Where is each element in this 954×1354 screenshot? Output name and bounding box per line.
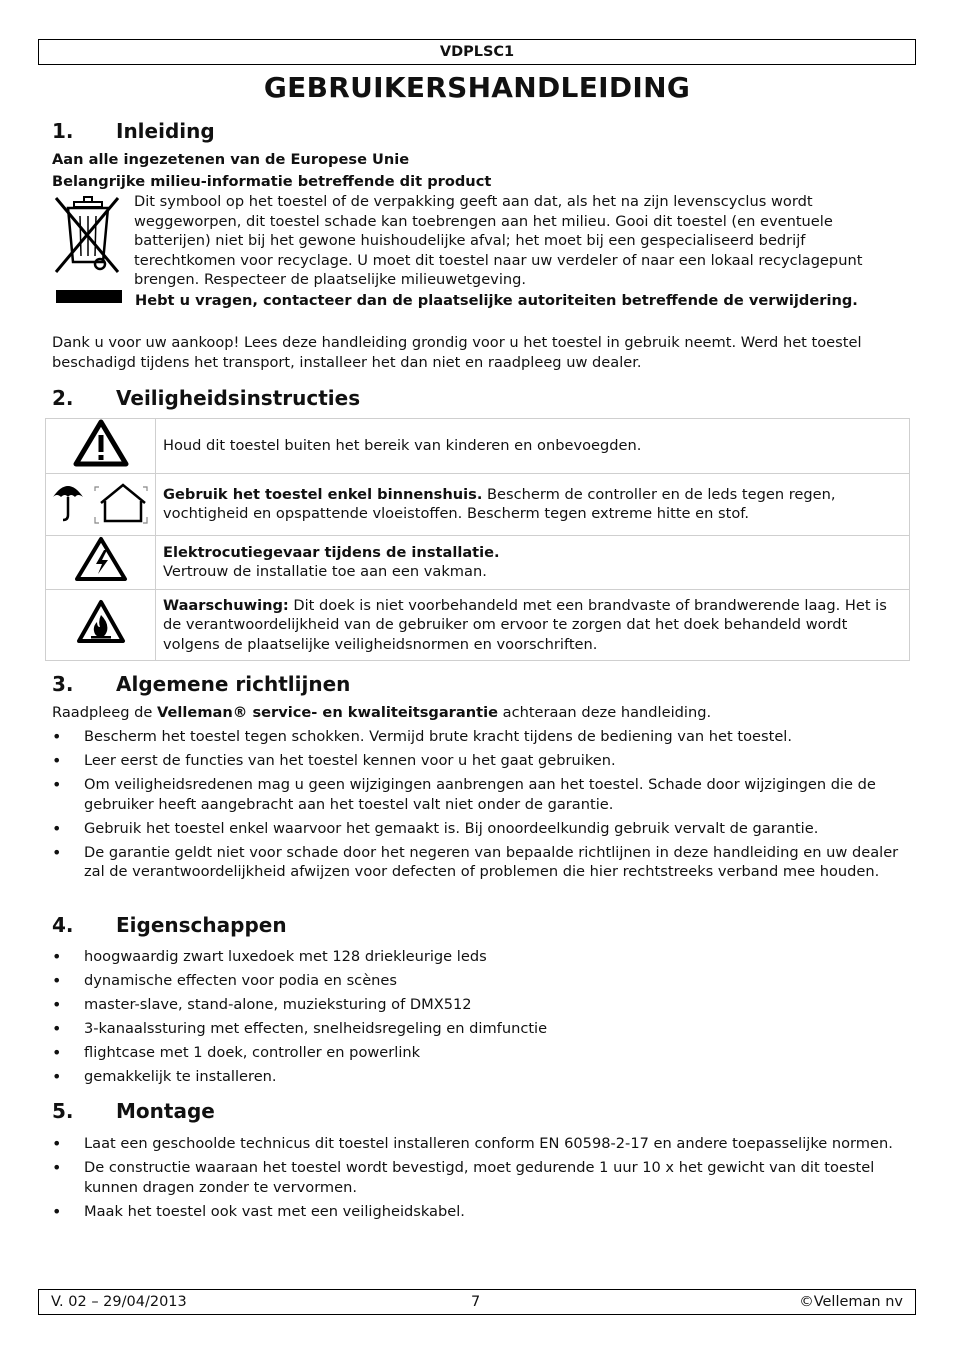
weee-bin-icon [52, 194, 124, 306]
list-item: • hoogwaardig zwart luxedoek met 128 driekleurige leds [52, 947, 902, 967]
version-date: V. 02 – 29/04/2013 [51, 1294, 187, 1310]
safety-icon-cell [46, 419, 156, 474]
eu-heading: Aan alle ingezetenen van de Europese Unie [52, 151, 410, 168]
safety-text-cell: Waarschuwing: Dit doek is niet voorbehandeld met een brandvaste of brandwerende laag. Het is de verantwoordelijkheid van de gebruiker om ervoor te zorgen dat het doek behandeld wordt volgens de plaatselijke veiligheidsnormen en voorschriften. [156, 589, 910, 661]
mounting-list [52, 1134, 902, 1226]
safety-text-cell: Elektrocutiegevaar tijdens de installatie. Vertrouw de installatie toe aan een vakman. [156, 535, 910, 589]
contact-notice: Hebt u vragen, contacteer dan de plaatselijke autoriteiten betreffende de verwijdering. [135, 292, 858, 309]
page-header [38, 39, 916, 65]
fire-hazard-icon [76, 599, 126, 645]
safety-table [45, 418, 910, 661]
list-item: • Laat een geschoolde technicus dit toestel installeren conform EN 60598-2-17 en andere toepasselijke normen. [52, 1134, 902, 1154]
safety-icon-cell [46, 589, 156, 661]
safety-row [46, 535, 910, 589]
weee-text: Dit symbool op het toestel of de verpakking geeft aan dat, als het na zijn levenscyclus wordt weggeworpen, dit toestel schade kan toebrengen aan het milieu. Gooi dit toestel (en eventuele batterijen) niet bij het gewone huishoudelijke afval; het moet bij een gespecialiseerd bedrijf terechtkomen voor recyclage. U moet dit toestel naar uw verdeler of naar een lokaal recyclagepunt brengen. Respecteer de plaatselijke milieuwetgeving. [134, 193, 863, 288]
list-item: • Maak het toestel ook vast met een veiligheidskabel. [52, 1202, 902, 1222]
page-footer [38, 1289, 916, 1315]
electrocution-icon [74, 536, 128, 582]
list-item: • Leer eerst de functies van het toestel kennen voor u het gaat gebruiken. [52, 751, 902, 771]
features-list [52, 947, 902, 1091]
env-heading: Belangrijke milieu-informatie betreffende dit product [52, 173, 492, 190]
list-item: • Gebruik het toestel enkel waarvoor het gemaakt is. Bij onoordeelkundig gebruik vervalt de garantie. [52, 819, 902, 839]
list-item: • Om veiligheidsredenen mag u geen wijzigingen aanbrengen aan het toestel. Schade door wijzigingen die de gebruiker heeft aangebracht aan het toestel valt niet onder de garantie. [52, 775, 902, 814]
indoor-use-icon [51, 477, 151, 525]
safety-text-cell: Gebruik het toestel enkel binnenshuis. Bescherm de controller en de leds tegen regen, vochtigheid en opspattende vloeistoffen. Bescherm tegen extreme hitte en stof. [156, 473, 910, 535]
list-item: • master-slave, stand-alone, muzieksturing of DMX512 [52, 995, 902, 1015]
list-item: • De garantie geldt niet voor schade door het negeren van bepaalde richtlijnen in deze handleiding en uw dealer zal de verantwoordelijkheid afwijzen voor defecten of problemen die hier rechtstreeks verband mee houden. [52, 843, 902, 882]
section-4-heading: 4. Eigenschappen [52, 913, 287, 937]
section-2-heading: 2. Veiligheidsinstructies [52, 386, 361, 410]
list-item: • dynamische effecten voor podia en scènes [52, 971, 902, 991]
guidelines-intro: Raadpleeg de Velleman® service- en kwaliteitsgarantie achteraan deze handleiding. [52, 704, 712, 721]
safety-icon-cell [46, 535, 156, 589]
list-item: • flightcase met 1 doek, controller en powerlink [52, 1043, 902, 1063]
safety-text-cell: Houd dit toestel buiten het bereik van kinderen en onbevoegden. [156, 419, 910, 474]
guidelines-list [52, 727, 902, 886]
list-item: • 3-kanaalssturing met effecten, snelheidsregeling en dimfunctie [52, 1019, 902, 1039]
safety-row [46, 589, 910, 661]
list-item: • gemakkelijk te installeren. [52, 1067, 902, 1087]
copyright: ©Velleman nv [799, 1294, 903, 1310]
thanks-text: Dank u voor uw aankoop! Lees deze handleiding grondig voor u het toestel in gebruik neemt. Werd het toestel beschadigd tijdens het transport, installeer het dan niet en raadpleeg uw dealer. [52, 334, 862, 371]
model-number: VDPLSC1 [439, 44, 515, 60]
section-3-heading: 3. Algemene richtlijnen [52, 672, 351, 696]
safety-row [46, 419, 910, 474]
list-item: • Bescherm het toestel tegen schokken. Vermijd brute kracht tijdens de bediening van het toestel. [52, 727, 902, 747]
section-1-heading: 1. Inleiding [52, 119, 215, 143]
section-5-heading: 5. Montage [52, 1099, 215, 1123]
warning-icon [73, 419, 129, 467]
list-item: • De constructie waaraan het toestel wordt bevestigd, moet gedurende 1 uur 10 x het gewicht van dit toestel kunnen dragen zonder te vervormen. [52, 1158, 902, 1197]
page-number: 7 [471, 1294, 481, 1310]
document-title: GEBRUIKERSHANDLEIDING [263, 71, 691, 104]
safety-row [46, 473, 910, 535]
safety-icon-cell [46, 473, 156, 535]
